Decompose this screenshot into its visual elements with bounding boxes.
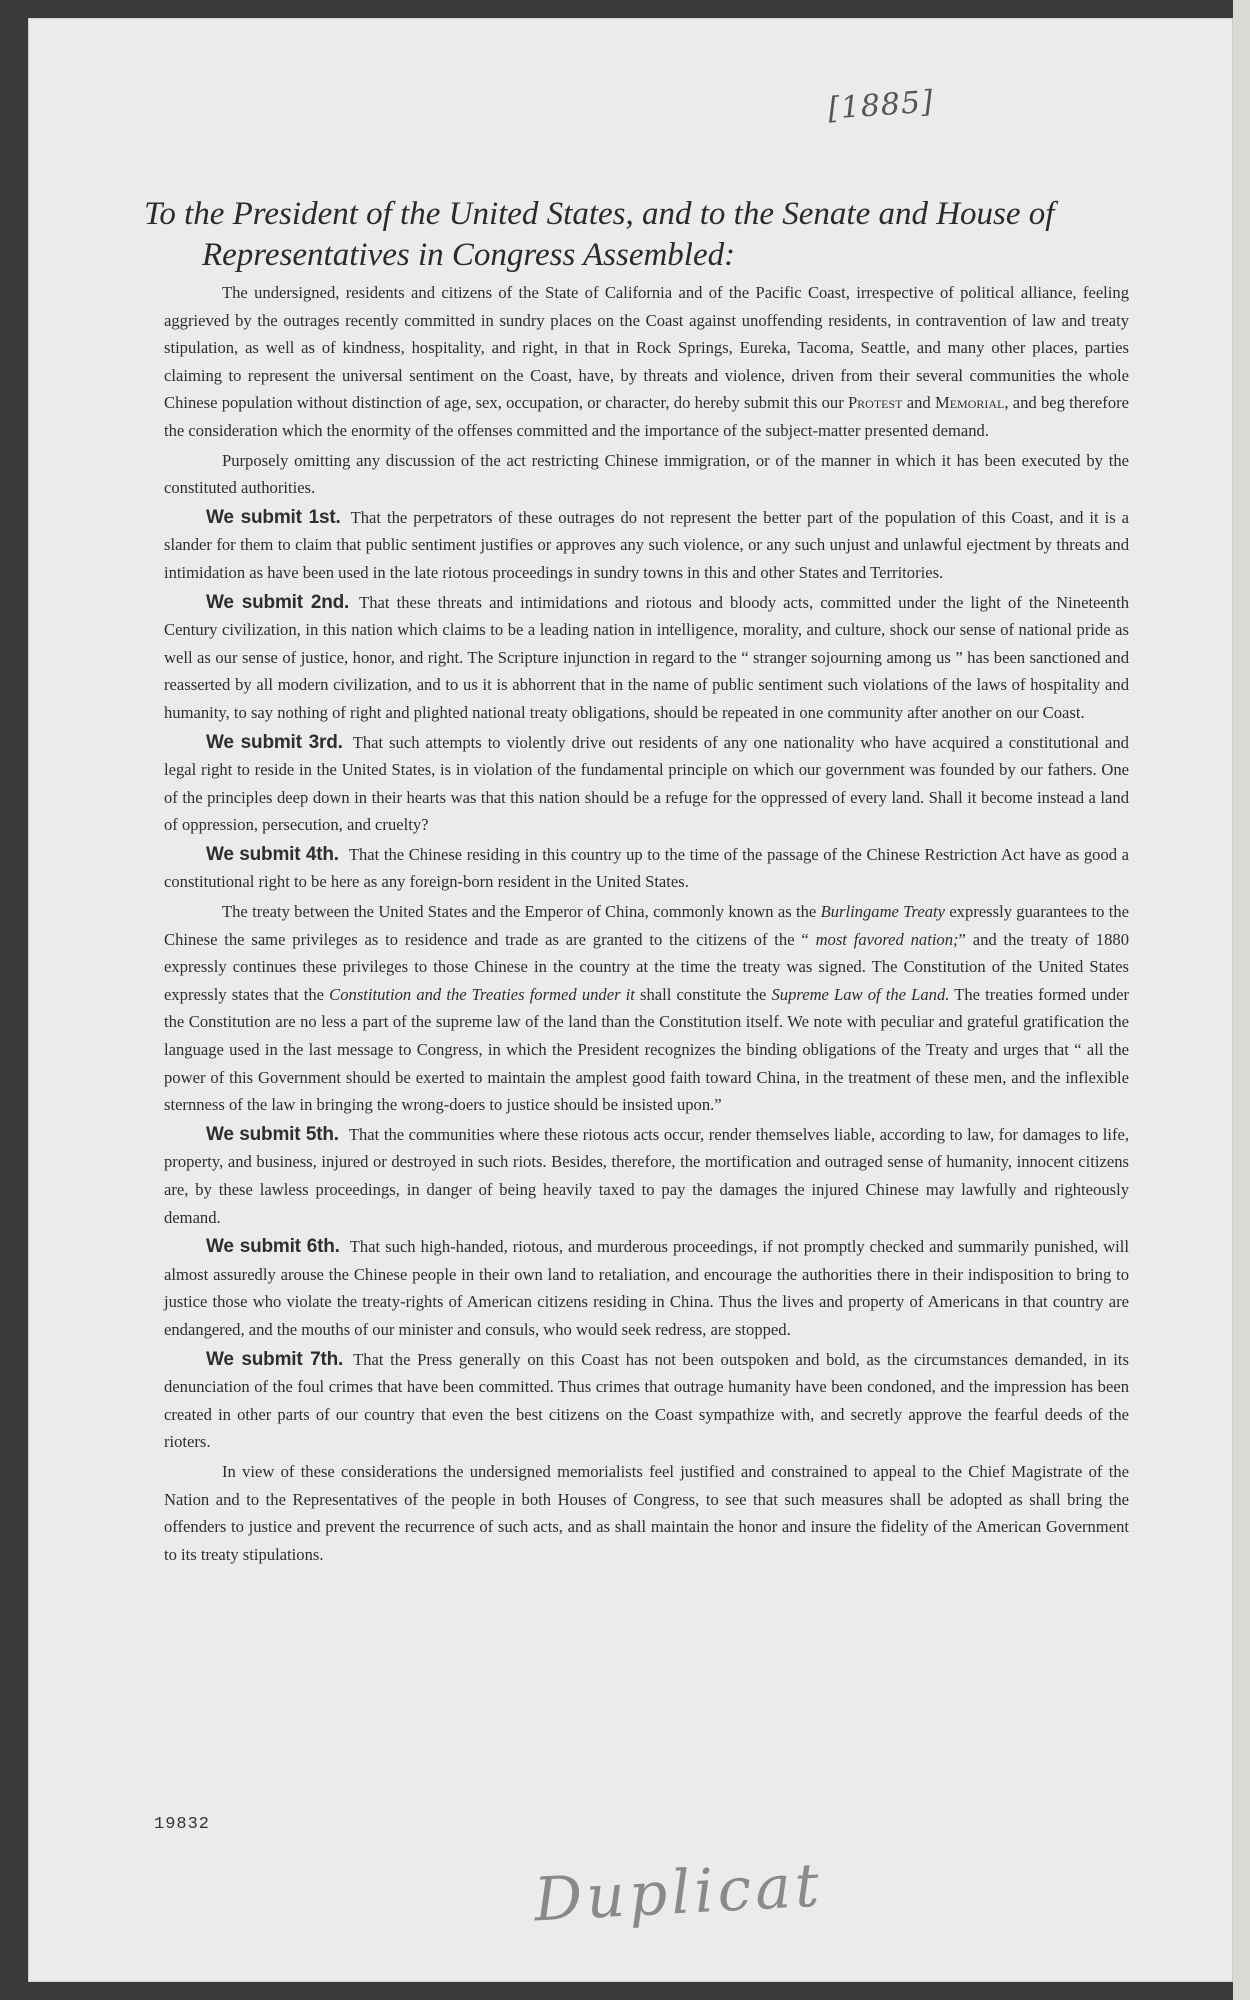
memorial-body [164,279,1129,1568]
submission-6 [164,1233,1129,1343]
submission-3-text: That such attempts to violently drive out residents of any one nationality who have acquired a constitutional and legal right to reside in the United States, is in violation of the fundamental principle on which our government was founded by our fathers. One of the principles deep down in their hearts was that this nation should be a refuge for the oppressed of every land. Shall it become instead a land of oppression, persecution, and cruelty? [164,732,1129,835]
memorial-heading [144,194,1144,276]
memorial-word: Memorial [934,393,1005,413]
treaty-text-d: shall constitute the [634,984,772,1004]
submission-3 [164,729,1129,839]
handwritten-duplicate-note: Duplicat [532,1850,825,1936]
submission-7-text: That the Press generally on this Coast has not been outspoken and bold, as the circumstances demanded, in its denunciation of the foul crimes that have been committed. Thus crimes that outrage humanity have been condoned, and the impression has been created in other parts of our country that even the best citizens on the Coast sympathize with, and secretly approve the fearful deeds of the rioters. [164,1349,1129,1452]
most-favored-nation: most favored nation; [815,929,959,949]
submission-2-text: That these threats and intimidations and riotous and bloody acts, committed under the light of the Nineteenth Century civilization, in this nation which claims to be a leading nation in intelligence, morality, and culture, shock our sense of national pride as well as our sense of justice, honor, and right. The Scripture injunction in regard to the “ stranger sojourning among us ” has been sanctioned and reasserted by all modern civilization, and to us it is abhorrent that in the name of public sentiment such violations of the laws of hospitality and humanity, to say nothing of right and plighted national treaty obligations, should be repeated in one community after another on our Coast. [164,592,1129,722]
submission-2 [164,589,1129,727]
submission-6-text: That such high-handed, riotous, and murderous proceedings, if not promptly checked and summarily punished, will almost assuredly arouse the Chinese people in their own land to retaliation, and encourage the authorities there in their indisposition to bring to justice those who violate the treaty-rights of American citizens residing in China. Thus the lives and property of Americans in that country are endangered, and the mouths of our minister and consuls, who would seek redress, are stopped. [164,1237,1129,1339]
treaty-text-e: The treaties formed under the Constitution are no less a part of the supreme law of the land than the Constitution itself. We note with peculiar and grateful gratification the language used in the last message to Congress, in which the President recognizes the binding obligations of the Treaty and urges that “ all the power of this Government should be exerted to maintain the amplest good faith toward China, in the treatment of these men, and the inflexible sternness of the law in bringing the wrong-doers to justice should be insisted upon.” [164,984,1129,1115]
background-strip [1233,0,1250,2000]
catalog-number: 19832 [154,1815,211,1834]
submission-7-lead: We submit 7th. [206,1348,344,1370]
submission-7 [164,1346,1129,1456]
supreme-law: Supreme Law of the Land. [771,984,950,1004]
submission-2-lead: We submit 2nd. [206,591,350,613]
submission-1-lead: We submit 1st. [206,506,341,528]
treaty-text-b: expressly guarantees to the Chinese the same privileges as to residence and trade as are granted to the citizens of the “ [164,902,1130,949]
submission-1-text: That the perpetrators of these outrages do not represent the better part of the population of this Coast, and it is a slander for them to claim that public sentiment justifies or approves any such violence, or any such unjust and unlawful ejectment by threats and intimidation as have been used in the late riotous proceedings in sundry towns in this and other States and Territories. [164,507,1129,582]
protest-word: Protest [847,393,903,413]
treaty-text-a: The treaty between the United States and the Emperor of China, commonly known as the [222,902,821,922]
submission-4 [164,841,1129,896]
submission-5 [164,1121,1129,1231]
submission-3-lead: We submit 3rd. [206,731,343,753]
submission-5-text: That the communities where these riotous acts occur, render themselves liable, according to law, for damages to life, property, and business, injured or destroyed in such riots. Besides, therefore, the mortification and outraged sense of humanity, innocent citizens are, by these lawless proceedings, in danger of being heavily taxed to pay the damages the injured Chinese may lawfully and righteously demand. [164,1124,1129,1227]
document-sheet [28,18,1233,1982]
omission-paragraph: Purposely omitting any discussion of the act restricting Chinese immigration, or of the manner in which it has been executed by the constituted authorities. [164,450,1129,498]
submission-4-text: That the Chinese residing in this country up to the time of the passage of the Chinese Restriction Act have as good a constitutional right to be here as any foreign-born resident in the United States. [164,844,1129,892]
heading-line-1: To the President of the United States, and to the Senate and House of [144,196,1055,232]
burlingame-treaty: Burlingame Treaty [820,902,946,922]
heading-line-2: Representatives in Congress Assembled: [202,237,736,273]
intro-text-b: , and beg therefore the consideration which the enormity of the offenses committed and the importance of the subject-matter presented demand. [164,393,1130,440]
submission-4-lead: We submit 4th. [206,843,339,865]
treaty-paragraph [164,898,1129,1119]
treaty-text-c: ” and the treaty of 1880 expressly continues these privileges to those Chinese in the country at the time the treaty was signed. The Constitution of the United States expressly states that the [164,929,1129,1004]
date-annotation: [1885] [826,84,935,127]
submission-6-lead: We submit 6th. [206,1236,340,1258]
submission-5-lead: We submit 5th. [206,1123,339,1145]
intro-text-a: The undersigned, residents and citizens of the State of California and of the Pacific Coast, irrespective of political alliance, feeling aggrieved by the outrages recently committed in sundry places on the Coast against unoffending residents, in contravention of law and treaty stipulation, as well as of kindness, hospitality, and right, in that in Rock Springs, Eureka, Tacoma, Seattle, and many other places, parties claiming to represent the universal sentiment on the Coast, have, by threats and violence, driven from their several communities the whole Chinese population without distinction of age, sex, occupation, or character, do hereby submit this our [164,283,1129,413]
conclusion-paragraph: In view of these considerations the undersigned memorialists feel justified and constrained to appeal to the Chief Magistrate of the Nation and to the Representatives of the people in both Houses of Congress, to see that such measures shall be adopted as shall bring the offenders to justice and prevent the recurrence of such acts, and as shall maintain the honor and insure the fidelity of the American Government to its treaty stipulations. [164,1461,1129,1564]
constitution-treaties: Constitution and the Treaties formed under it [329,984,635,1004]
submission-1 [164,504,1129,587]
intro-paragraph [164,279,1129,445]
intro-and: and [902,393,935,413]
